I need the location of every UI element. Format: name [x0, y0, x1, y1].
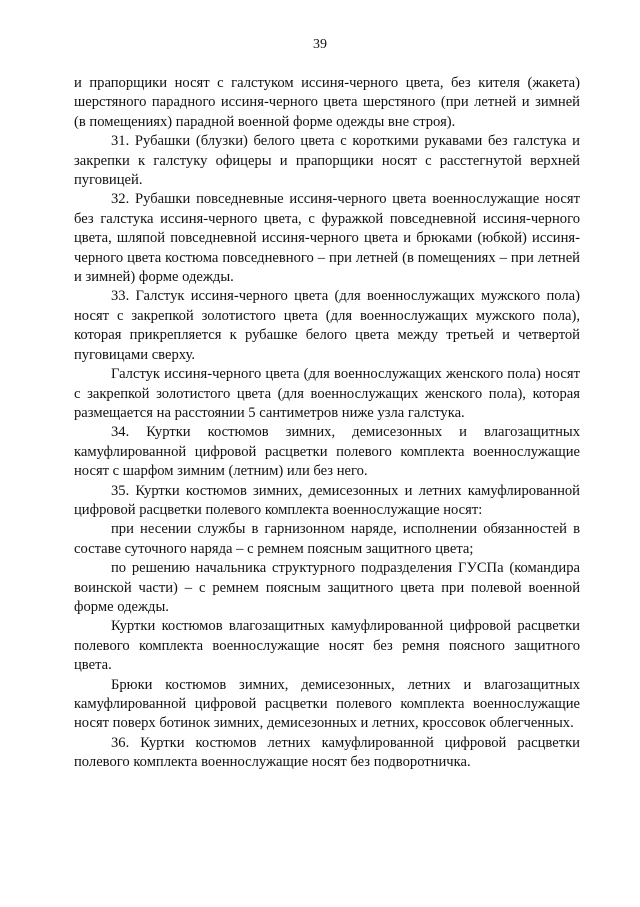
- page-number: 39: [313, 37, 327, 52]
- paragraph-31: 31. Рубашки (блузки) белого цвета с короткими рукавами без галстука и закрепки к галстуку офицеры и прапорщики носят с расстегнутой верхней пуговицей.: [74, 133, 580, 189]
- paragraph-35-item-2: по решению начальника структурного подразделения ГУСПа (командира воинской части) – с ремнем поясным защитного цвета при полевой военной форме одежды.: [74, 560, 580, 615]
- paragraph-35-jackets: Куртки костюмов влагозащитных камуфлированной цифровой расцветки полевого комплекта военнослужащие носят без ремня поясного защитного цвета.: [74, 618, 580, 674]
- paragraph-35-trousers: Брюки костюмов зимних, демисезонных, летних и влагозащитных камуфлированной цифровой расцветки полевого комплекта военнослужащие носят поверх ботинок зимних, демисезонных и летних, кроссовок облегченных.: [74, 676, 580, 732]
- paragraph-33: 33. Галстук иссиня-черного цвета (для военнослужащих мужского пола) носят с закрепкой золотистого цвета (для военнослужащих мужского пола), которая прикрепляется к рубашке белого цвета между третьей и четвертой пуговицами сверху.: [74, 288, 580, 363]
- paragraph-35: 35. Куртки костюмов зимних, демисезонных и летних камуфлированной цифровой расцветки полевого комплекта военнослужащие носят:: [74, 482, 580, 518]
- document-body: [74, 74, 580, 773]
- paragraph-35-item-1: при несении службы в гарнизонном наряде, исполнении обязанностей в составе суточного наряда – с ремнем поясным защитного цвета;: [74, 521, 580, 557]
- paragraph-continuation: и прапорщики носят с галстуком иссиня-черного цвета, без кителя (жакета) шерстяного парадного иссиня-черного цвета шерстяного (при летней и зимней (в помещениях) парадной военной форме одежды вне строя).: [74, 75, 580, 130]
- paragraph-36: 36. Куртки костюмов летних камуфлированной цифровой расцветки полевого комплекта военнослужащие носят без подворотничка.: [74, 734, 580, 771]
- paragraph-32: 32. Рубашки повседневные иссиня-черного цвета военнослужащие носят без галстука иссиня-черного цвета, с фуражкой повседневной иссиня-черного цвета, шляпой повседневной иссиня-черного цвета и брюками (юбкой) иссиня-черного цвета костюма повседневного – при летней (в помещениях – при летней и зимней) форме одежды.: [74, 191, 580, 286]
- paragraph-33-continued: Галстук иссиня-черного цвета (для военнослужащих женского пола) носят с закрепкой золотистого цвета (для военнослужащих женского пола), которая размещается на расстоянии 5 сантиметров ниже узла галстука.: [74, 366, 580, 421]
- paragraph-34: 34. Куртки костюмов зимних, демисезонных и влагозащитных камуфлированной цифровой расцветки полевого комплекта военнослужащие носят с шарфом зимним (летним) или без него.: [74, 424, 580, 480]
